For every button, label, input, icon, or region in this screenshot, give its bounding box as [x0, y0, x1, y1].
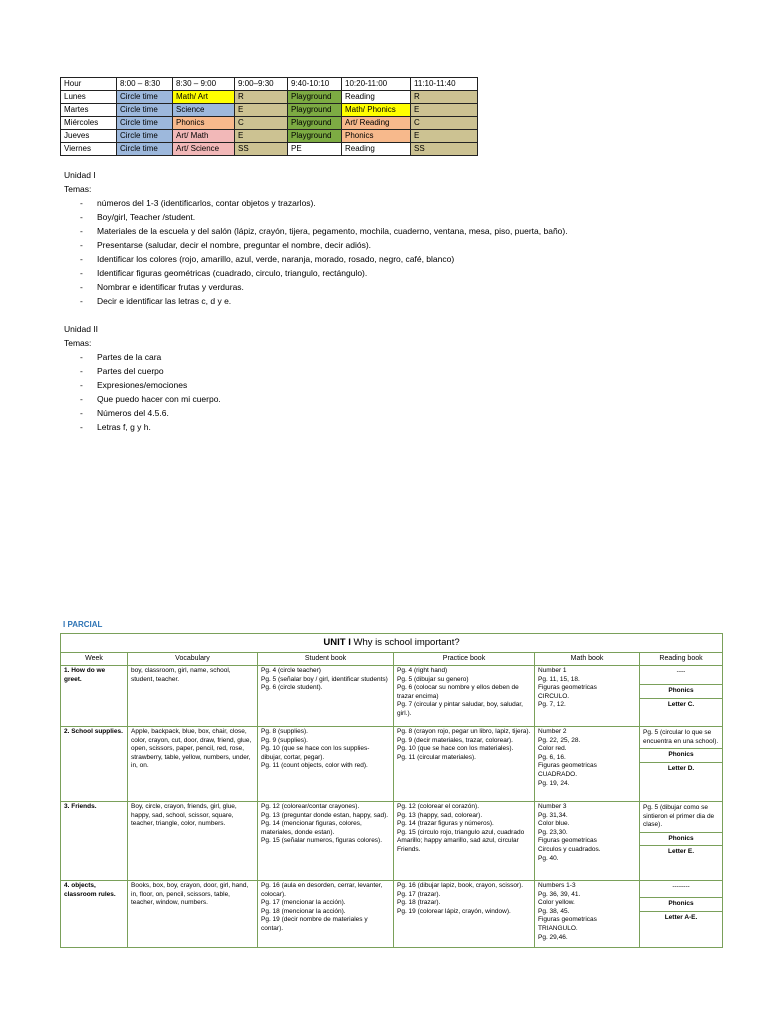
math-book-cell-line: Pg. 29,46. [538, 933, 568, 941]
reading-book-entry: ---- [640, 666, 722, 685]
student-book-cell-line: Pg. 16 (aula en desorden, cerrar, levanter, colocar). [261, 882, 383, 898]
header-week: Week [61, 653, 128, 666]
schedule-cell: E [235, 130, 288, 143]
unit-1-section [64, 168, 568, 308]
schedule-cell: E [235, 104, 288, 117]
schedule-cell: E [411, 130, 478, 143]
schedule-cell: Math/ Phonics [342, 104, 411, 117]
unit-1-topic-list [64, 196, 568, 308]
schedule-cell: SS [411, 143, 478, 156]
math-book-cell-line: Number 3 [538, 803, 567, 810]
dash-bullet: - [80, 240, 83, 250]
math-book-cell-line: Color red. [538, 745, 567, 753]
practice-book-cell-line: Pg. 9 (decir materiales, trazar, colorear). [397, 736, 513, 744]
schedule-cell: Reading [342, 143, 411, 156]
topic-item [64, 364, 221, 378]
week-cell [61, 666, 128, 727]
schedule-cell: Art/ Math [173, 130, 235, 143]
reading-book-entry: Phonics [640, 749, 722, 763]
topic-item [64, 406, 221, 420]
math-book-cell-line: Pg. 40. [538, 854, 559, 862]
schedule-cell: Playground [288, 104, 342, 117]
unit-2-topic-list [64, 350, 221, 434]
math-book-cell [535, 666, 640, 727]
dash-bullet: - [80, 380, 83, 390]
math-book-cell-line: Pg. 31,34. [538, 811, 568, 819]
vocabulary-cell-line: Boy, circle, crayon, friends, girl, glue, happy, sad, school, scissor, square, teacher, triangle, color, numbers. [131, 803, 237, 828]
topic-text: Letras f, g y h. [97, 422, 151, 432]
schedule-row [61, 104, 478, 117]
student-book-cell-line: Pg. 10 (que se hace con los supplies- dibujar, cortar, pegar). [261, 745, 370, 761]
schedule-cell: Phonics [342, 130, 411, 143]
dash-bullet: - [80, 254, 83, 264]
reading-book-entry: Letter A-E. [664, 913, 698, 921]
math-book-cell-line: Color blue. [538, 820, 570, 828]
schedule-cell: Circle time [117, 91, 173, 104]
practice-book-cell-line: Pg. 10 (que se hace con los materiales). [397, 745, 514, 753]
vocabulary-cell [128, 666, 258, 727]
schedule-cell: Viernes [61, 143, 117, 156]
math-book-cell-line: Figuras geometricas [538, 837, 597, 845]
schedule-cell: Circle time [117, 143, 173, 156]
student-book-cell-line: Pg. 18 (mencionar la acción). [261, 907, 346, 915]
math-book-cell-line: Figuras geometricas [538, 916, 597, 924]
math-book-cell-line: Numbers 1-3 [538, 882, 576, 889]
topic-text: números del 1-3 (identificarlos, contar objetos y trazarlos). [97, 198, 316, 208]
dash-bullet: - [80, 282, 83, 292]
student-book-cell-line: Pg. 13 (preguntar donde estan, happy, sad). [261, 811, 389, 819]
math-book-cell-line: Pg. 38, 45. [538, 907, 570, 915]
math-book-cell-line: Figuras geometricas [538, 762, 597, 770]
schedule-cell: Circle time [117, 104, 173, 117]
schedule-cell: Circle time [117, 130, 173, 143]
header-practice-book: Practice book [394, 653, 535, 666]
reading-book-entry: Letter C. [667, 700, 695, 708]
schedule-cell: Miércoles [61, 117, 117, 130]
student-book-cell-line: Pg. 12 (colorear/contar crayones). [261, 803, 360, 810]
schedule-cell: SS [235, 143, 288, 156]
lesson-plan-table [60, 633, 723, 948]
dash-bullet: - [80, 268, 83, 278]
topic-item [64, 420, 221, 434]
math-book-cell-line: Number 2 [538, 728, 567, 735]
dash-bullet: - [80, 296, 83, 306]
topic-item [64, 224, 568, 238]
reading-book-cell [640, 881, 723, 948]
student-book-cell-line: Pg. 17 (mencionar la acción). [261, 899, 346, 907]
schedule-cell: 10:20-11:00 [342, 78, 411, 91]
unit-label: UNIT I [323, 637, 351, 648]
unit-question: Why is school important? [353, 637, 460, 648]
week-cell [61, 727, 128, 802]
reading-book-entry: Letter D. [667, 764, 695, 772]
week-row [61, 881, 723, 948]
student-book-cell-line: Pg. 8 (supplies). [261, 728, 308, 735]
student-book-cell-line: Pg. 15 (señalar numeros, figuras colores). [261, 837, 383, 845]
schedule-cell: C [235, 117, 288, 130]
topic-text: Que puedo hacer con mi cuerpo. [97, 394, 221, 404]
practice-book-cell [394, 881, 535, 948]
reading-book-entry: -------- [640, 881, 722, 898]
schedule-row [61, 130, 478, 143]
practice-book-cell-line: Pg. 11 (circular materiales). [397, 753, 476, 761]
schedule-row [61, 91, 478, 104]
reading-book-cell [640, 802, 723, 881]
schedule-cell: Science [173, 104, 235, 117]
schedule-cell: R [411, 91, 478, 104]
topic-text: Partes del cuerpo [97, 366, 164, 376]
schedule-row [61, 143, 478, 156]
schedule-cell: Circle time [117, 117, 173, 130]
schedule-cell: R [235, 91, 288, 104]
vocabulary-cell-line: Apple, backpack, blue, box, chair, close, color, crayon, cut, door, draw, friend, glue, open, scissors, paper, pencil, red, rose, strawberry, table, yellow, numbers, under, in, on. [131, 728, 252, 770]
dash-bullet: - [80, 422, 83, 432]
topic-text: Identificar figuras geométricas (cuadrado, circulo, triangulo, rectángulo). [97, 268, 368, 278]
dash-bullet: - [80, 198, 83, 208]
student-book-cell-line: Pg. 14 (mencionar figuras, colores, materiales, donde estan). [261, 820, 362, 836]
week-cell [61, 802, 128, 881]
topic-item [64, 196, 568, 210]
practice-book-cell [394, 727, 535, 802]
math-book-cell-line: CIRCULO. [538, 692, 570, 700]
student-book-cell-line: Pg. 4 (circle teacher) [261, 667, 321, 674]
schedule-cell: Math/ Art [173, 91, 235, 104]
schedule-header-row [61, 78, 478, 91]
student-book-cell-line: Pg. 11 (count objects, color with red). [261, 762, 368, 770]
topic-item [64, 392, 221, 406]
topic-item [64, 350, 221, 364]
student-book-cell [258, 727, 394, 802]
schedule-cell: E [411, 104, 478, 117]
week-cell-line: 2. School supplies. [64, 728, 123, 735]
reading-book-entry: Letter E. [668, 848, 695, 856]
reading-book-cell [640, 666, 723, 727]
schedule-cell: Playground [288, 130, 342, 143]
schedule-cell: 9:40-10:10 [288, 78, 342, 91]
math-book-cell-line: Circulos y cuadrados. [538, 845, 601, 853]
student-book-cell-line: Pg. 19 (decir nombre de materiales y contar). [261, 916, 368, 932]
header-math-book: Math book [535, 653, 640, 666]
topic-text: Materiales de la escuela y del salón (lápiz, crayón, tijera, pegamento, mochila, cuaderno, ventana, mesa, piso, puerta, baño). [97, 226, 568, 236]
schedule-cell: C [411, 117, 478, 130]
practice-book-cell-line: Pg. 13 (happy, sad, colorear). [397, 811, 483, 819]
reading-book-entry: Pg. 5 (circular lo que se encuentra en una school). [640, 727, 722, 749]
vocabulary-cell [128, 881, 258, 948]
reading-book-entry: Phonics [640, 898, 722, 912]
practice-book-cell-line: Pg. 18 (trazar). [397, 899, 441, 907]
dash-bullet: - [80, 226, 83, 236]
schedule-cell: Reading [342, 91, 411, 104]
topic-item [64, 252, 568, 266]
topic-text: Presentarse (saludar, decir el nombre, preguntar el nombre, decir adiós). [97, 240, 372, 250]
practice-book-cell-line: Pg. 6 (colocar su nombre y ellos deben de trazar encima) [397, 684, 519, 700]
topic-item [64, 280, 568, 294]
math-book-cell [535, 881, 640, 948]
practice-book-cell-line: Pg. 17 (trazar). [397, 890, 441, 898]
schedule-cell: 11:10-11:40 [411, 78, 478, 91]
column-header-row [61, 653, 723, 666]
schedule-cell: Art/ Reading [342, 117, 411, 130]
header-reading-book: Reading book [640, 653, 723, 666]
schedule-cell: 8:00 – 8:30 [117, 78, 173, 91]
practice-book-cell-line: Pg. 8 (crayon rojo, pegar un libro, lapiz, tijera). [397, 728, 531, 735]
practice-book-cell [394, 802, 535, 881]
practice-book-cell-line: Pg. 15 (circulo rojo, triangulo azul, cuadrado Amarillo; happy amarillo, sad azul, circular Friends. [397, 828, 525, 853]
student-book-cell-line: Pg. 9 (supplies). [261, 736, 308, 744]
vocabulary-cell-line: boy, classroom, girl, name, school, student, teacher. [131, 667, 231, 683]
unit-title-row [61, 634, 723, 653]
math-book-cell-line: Pg. 23,30. [538, 828, 568, 836]
math-book-cell-line: Pg. 7, 12. [538, 701, 566, 709]
student-book-cell-line: Pg. 5 (señalar boy / girl, identificar students) [261, 675, 388, 683]
practice-book-cell-line: Pg. 4 (right hand) [397, 667, 448, 674]
student-book-cell [258, 881, 394, 948]
topic-text: Nombrar e identificar frutas y verduras. [97, 282, 244, 292]
dash-bullet: - [80, 394, 83, 404]
dash-bullet: - [80, 408, 83, 418]
practice-book-cell-line: Pg. 12 (colorear el corazón). [397, 803, 480, 810]
math-book-cell-line: Color yellow. [538, 899, 575, 907]
math-book-cell-line: Pg. 36, 39, 41. [538, 890, 581, 898]
schedule-cell: Lunes [61, 91, 117, 104]
student-book-cell [258, 666, 394, 727]
topic-item [64, 266, 568, 280]
math-book-cell [535, 727, 640, 802]
schedule-cell: Art/ Science [173, 143, 235, 156]
week-row [61, 802, 723, 881]
practice-book-cell [394, 666, 535, 727]
unit-2-subtitle: Temas: [64, 338, 92, 348]
topic-item [64, 378, 221, 392]
unit-2-title: Unidad II [64, 324, 99, 334]
math-book-cell-line: Number 1 [538, 667, 567, 674]
practice-book-cell-line: Pg. 5 (dibujar su genero) [397, 675, 469, 683]
math-book-cell-line: TRIANGULO. [538, 924, 578, 932]
math-book-cell [535, 802, 640, 881]
reading-book-entry: Phonics [640, 833, 722, 847]
student-book-cell [258, 802, 394, 881]
week-row [61, 727, 723, 802]
practice-book-cell-line: Pg. 7 (circular y pintar saludar, boy, saludar, girl.). [397, 701, 523, 717]
week-cell-line: 3. Friends. [64, 803, 97, 810]
math-book-cell-line: Pg. 22, 25, 28. [538, 736, 581, 744]
schedule-cell: 8:30 – 9:00 [173, 78, 235, 91]
reading-book-entry: Phonics [640, 685, 722, 699]
schedule-cell: Playground [288, 91, 342, 104]
reading-book-cell [640, 727, 723, 802]
topic-text: Números del 4.5.6. [97, 408, 169, 418]
topic-item [64, 294, 568, 308]
dash-bullet: - [80, 352, 83, 362]
topic-text: Identificar los colores (rojo, amarillo, azul, verde, naranja, morado, rosado, negro, café, blanco) [97, 254, 455, 264]
math-book-cell-line: Pg. 11, 15, 18. [538, 675, 580, 683]
practice-book-cell-line: Pg. 19 (colorear lápiz, crayón, window). [397, 907, 511, 915]
topic-text: Partes de la cara [97, 352, 162, 362]
schedule-cell: PE [288, 143, 342, 156]
math-book-cell-line: CUADRADO. [538, 770, 578, 778]
student-book-cell-line: Pg. 6 (circle student). [261, 684, 323, 692]
schedule-cell: Playground [288, 117, 342, 130]
header-student-book: Student book [258, 653, 394, 666]
math-book-cell-line: Pg. 6, 16. [538, 753, 566, 761]
schedule-table [60, 77, 478, 156]
vocabulary-cell [128, 727, 258, 802]
math-book-cell-line: Figuras geometricas [538, 684, 597, 692]
header-vocabulary: Vocabulary [128, 653, 258, 666]
topic-text: Expresiones/emociones [97, 380, 188, 390]
reading-book-entry: Pg. 5 (dibujar como se sintieron el primer dia de clase). [640, 802, 722, 833]
week-cell [61, 881, 128, 948]
schedule-cell: Martes [61, 104, 117, 117]
schedule-row [61, 117, 478, 130]
unit-1-title: Unidad I [64, 170, 96, 180]
topic-item [64, 210, 568, 224]
parcial-heading: I PARCIAL [63, 620, 103, 629]
unit-title-cell [61, 634, 723, 653]
dash-bullet: - [80, 212, 83, 222]
schedule-cell: Hour [61, 78, 117, 91]
topic-item [64, 238, 568, 252]
topic-text: Boy/girl, Teacher /student. [97, 212, 196, 222]
practice-book-cell-line: Pg. 14 (trazar figuras y números). [397, 820, 494, 828]
vocabulary-cell-line: Books, box, boy, crayon, door, girl, hand, in, floor, on, pencil, scissors, table, teacher, window, numbers. [131, 882, 249, 907]
practice-book-cell-line: Pg. 16 (dibujar lapiz, book, crayon, scissor). [397, 882, 524, 889]
schedule-cell: 9:00–9:30 [235, 78, 288, 91]
dash-bullet: - [80, 366, 83, 376]
topic-text: Decir e identificar las letras c, d y e. [97, 296, 232, 306]
week-row [61, 666, 723, 727]
vocabulary-cell [128, 802, 258, 881]
schedule-cell: Phonics [173, 117, 235, 130]
math-book-cell-line: Pg. 19, 24. [538, 779, 570, 787]
week-cell-line: 1. How do we greet. [64, 667, 106, 683]
unit-2-section [64, 322, 221, 434]
schedule-cell: Jueves [61, 130, 117, 143]
week-cell-line: 4. objects, classroom rules. [64, 882, 116, 898]
unit-1-subtitle: Temas: [64, 184, 92, 194]
